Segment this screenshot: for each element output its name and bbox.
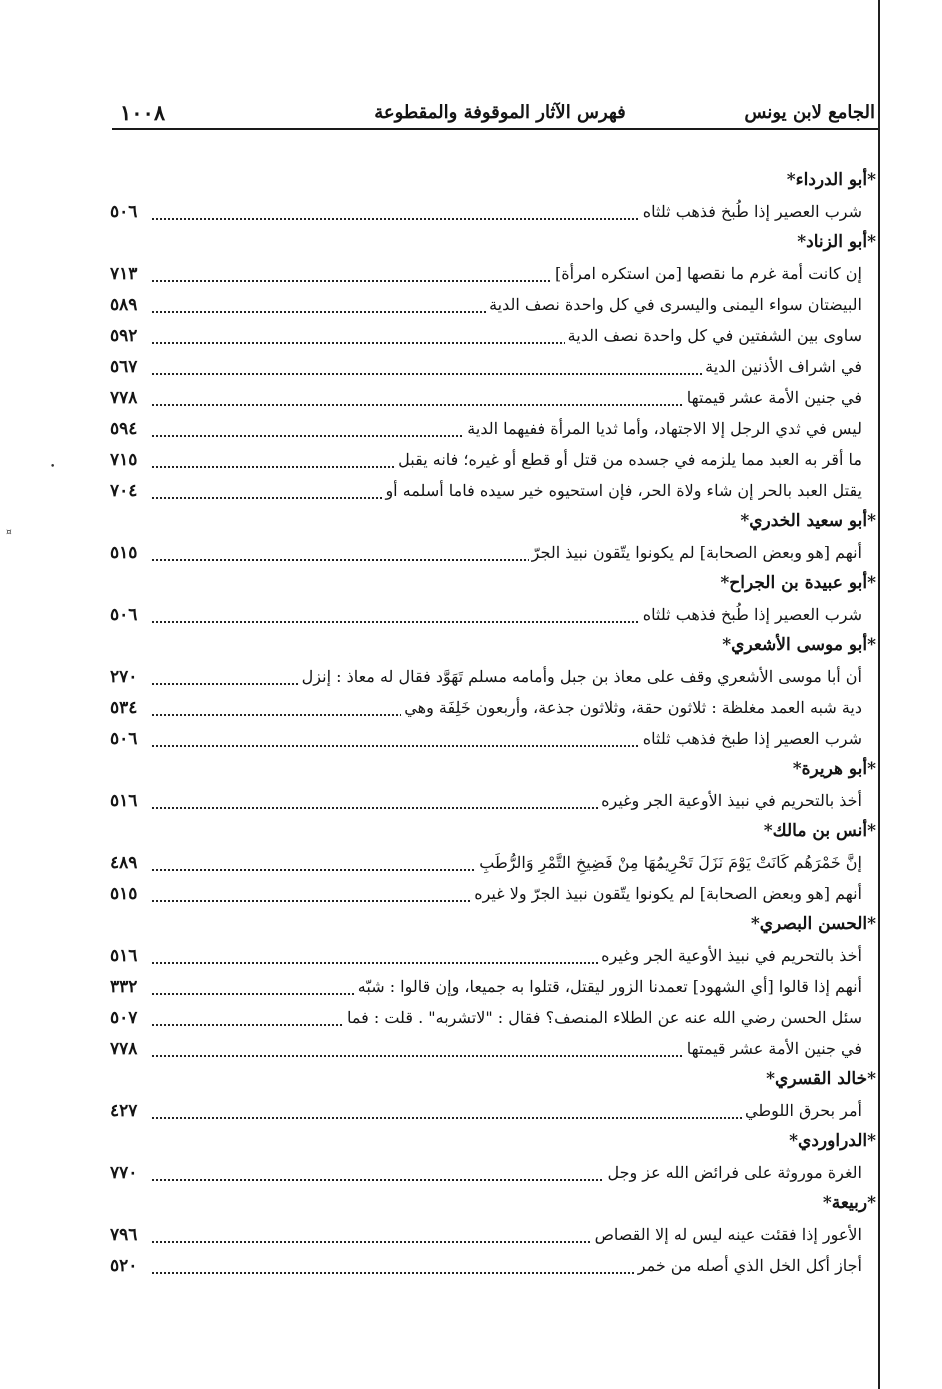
index-entry xyxy=(0,354,942,385)
entry-page-number: ٤٨٩ xyxy=(110,853,138,873)
entry-text: أنهم [هو وبعض الصحابة] لم يكونوا يتّقون نبيذ الجرّ ولا غيره xyxy=(471,884,862,903)
entry-text: الغرة موروثة على فرائض الله عز وجل xyxy=(604,1163,862,1182)
entry-page-number: ٥١٦ xyxy=(110,946,138,966)
section-heading-text: *أبو هريرة* xyxy=(792,759,876,779)
section-heading-text: *ربيعة* xyxy=(822,1193,876,1213)
entry-text: الأعور إذا فقئت عينه ليس له إلا القصاص xyxy=(592,1225,862,1244)
entry-text: أجاز أكل الخل الذي أصله من خمر xyxy=(635,1256,862,1275)
section-heading-text: *أبو الدرداء* xyxy=(786,170,876,190)
entry-page-number: ٧٩٦ xyxy=(110,1225,138,1245)
index-entry xyxy=(0,602,942,633)
entry-page-number: ٥٠٦ xyxy=(110,729,138,749)
section-heading xyxy=(0,912,942,943)
section-heading xyxy=(0,1191,942,1222)
index-entry xyxy=(0,1005,942,1036)
entry-page-number: ٧٠٤ xyxy=(110,481,138,501)
section-heading xyxy=(0,1129,942,1160)
entry-page-number: ٧٧٨ xyxy=(110,1039,138,1059)
entry-page-number: ٥٢٠ xyxy=(110,1256,138,1276)
entry-text: شرب العصير إذا طُبخ فذهب ثلثاه xyxy=(640,605,862,624)
entry-text: شرب العصير إذا طُبخ فذهب ثلثاه xyxy=(640,202,862,221)
index-entry xyxy=(0,292,942,323)
entry-text: أخذ بالتحريم في نبيذ الأوعية الجر وغيره xyxy=(598,791,862,810)
entry-text: ليس في ثدي الرجل إلا الاجتهاد، وأما ثديا المرأة ففيهما الدية xyxy=(464,419,862,438)
index-entry xyxy=(0,1222,942,1253)
section-heading xyxy=(0,1067,942,1098)
entry-text: أنهم إذا قالوا [أي الشهود] تعمدنا الزور ليقتل، قتلوا به جميعا، وإن قالوا : شبّه xyxy=(355,977,862,996)
entry-text: يقتل العبد بالحر إن شاء ولاة الحر، فإن استحيوه خير سيده فاما أسلمه أو xyxy=(382,481,862,500)
entry-text: في اشراف الأذنين الدية xyxy=(702,357,862,376)
entry-page-number: ٥١٥ xyxy=(110,884,138,904)
header-rule xyxy=(112,128,878,130)
section-heading-text: *خالد القسري* xyxy=(766,1069,876,1089)
section-heading xyxy=(0,819,942,850)
section-heading-text: *أبو سعيد الخدري* xyxy=(740,511,876,531)
entry-page-number: ٥٩٤ xyxy=(110,419,138,439)
index-entry xyxy=(0,416,942,447)
index-entry xyxy=(0,540,942,571)
page-number: ١٠٠٨ xyxy=(120,100,166,125)
section-heading xyxy=(0,757,942,788)
entry-page-number: ٥٣٤ xyxy=(110,698,138,718)
entry-page-number: ٥٦٧ xyxy=(110,357,138,377)
scan-speck: ¤ xyxy=(6,528,12,538)
entry-text: دية شبه العمد مغلظة : ثلاثون حقة، وثلاثون جذعة، وأربعون خَلِفَة وهي xyxy=(401,698,862,717)
index-entry xyxy=(0,478,942,509)
entry-text: أمر بحرق اللوطي xyxy=(742,1101,862,1120)
entry-page-number: ٢٧٠ xyxy=(110,667,138,687)
index-title: فهرس الآثار الموقوفة والمقطوعة xyxy=(374,102,626,123)
entry-page-number: ٣٣٢ xyxy=(110,977,138,997)
entry-page-number: ٤٢٧ xyxy=(110,1101,138,1121)
index-entry xyxy=(0,788,942,819)
entry-text: البيضتان سواء اليمنى واليسرى في كل واحدة نصف الدية xyxy=(486,295,862,314)
section-heading-text: *أبو عبيدة بن الجراح* xyxy=(720,573,876,593)
section-heading xyxy=(0,571,942,602)
entry-text: شرب العصير إذا طبخ فذهب ثلثاه xyxy=(640,729,862,748)
index-entry xyxy=(0,1098,942,1129)
index-entry xyxy=(0,385,942,416)
section-heading-text: *أبو الزناد* xyxy=(797,232,876,252)
entry-text: في جنين الأمة عشر قيمتها xyxy=(684,1039,862,1058)
index-entry xyxy=(0,1036,942,1067)
entry-page-number: ٧٧٠ xyxy=(110,1163,138,1183)
entry-text: ما أقر به العبد مما يلزمه في جسده من قتل أو قطع أو غيره؛ فانه يقبل xyxy=(395,450,862,469)
entry-page-number: ٧٧٨ xyxy=(110,388,138,408)
section-heading-text: *أنس بن مالك* xyxy=(763,821,876,841)
entry-text: إنَّ خَمْرَهُم كَانَتْ يَوْمَ نَزَلَ تَحْرِيمُهَا مِنْ فَضِيخِ التَّمْرِ وَالرُّطَبِ xyxy=(476,853,862,872)
index-content xyxy=(0,168,942,1284)
entry-page-number: ٧١٥ xyxy=(110,450,138,470)
section-heading-text: *الحسن البصري* xyxy=(750,914,876,934)
entry-page-number: ٥٩٢ xyxy=(110,326,138,346)
index-entry xyxy=(0,1253,942,1284)
entry-text: أنهم [هو وبعض الصحابة] لم يكونوا يتّقون نبيذ الجرّ xyxy=(529,543,862,562)
entry-page-number: ٥٠٦ xyxy=(110,605,138,625)
entry-page-number: ٥٠٧ xyxy=(110,1008,138,1028)
section-heading xyxy=(0,633,942,664)
section-heading-text: *أبو موسى الأشعري* xyxy=(722,635,876,655)
index-entry xyxy=(0,199,942,230)
index-entry xyxy=(0,447,942,478)
section-heading xyxy=(0,509,942,540)
index-entry xyxy=(0,695,942,726)
entry-text: أخذ بالتحريم في نبيذ الأوعية الجر وغيره xyxy=(598,946,862,965)
section-heading xyxy=(0,168,942,199)
index-entry xyxy=(0,323,942,354)
entry-page-number: ٥٠٦ xyxy=(110,202,138,222)
entry-text: أن أبا موسى الأشعري وقف على معاذ بن جبل وأمامه مسلم تَهَوَّد فقال له معاذ : إنزل xyxy=(299,667,862,686)
entry-text: سئل الحسن رضي الله عنه عن الطلاء المنصف؟ فقال : "لاتشربه" . قلت : فما xyxy=(344,1008,862,1027)
entry-text: ساوى بين الشفتين في كل واحدة نصف الدية xyxy=(565,326,862,345)
section-heading-text: *الدراوردي* xyxy=(789,1131,876,1151)
index-entry xyxy=(0,1160,942,1191)
entry-page-number: ٥١٦ xyxy=(110,791,138,811)
index-entry xyxy=(0,261,942,292)
entry-page-number: ٥١٥ xyxy=(110,543,138,563)
entry-page-number: ٧١٣ xyxy=(110,264,138,284)
index-entry xyxy=(0,881,942,912)
book-title: الجامع لابن يونس xyxy=(744,102,875,123)
page-header xyxy=(110,100,880,130)
entry-text: إن كانت أمة غرم ما نقصها [من استكره امرأة] xyxy=(552,264,862,283)
index-entry xyxy=(0,726,942,757)
scan-speck: • xyxy=(50,462,56,472)
index-entry xyxy=(0,974,942,1005)
entry-page-number: ٥٨٩ xyxy=(110,295,138,315)
index-entry xyxy=(0,850,942,881)
entry-text: في جنين الأمة عشر قيمتها xyxy=(684,388,862,407)
index-entry xyxy=(0,943,942,974)
section-heading xyxy=(0,230,942,261)
index-entry xyxy=(0,664,942,695)
